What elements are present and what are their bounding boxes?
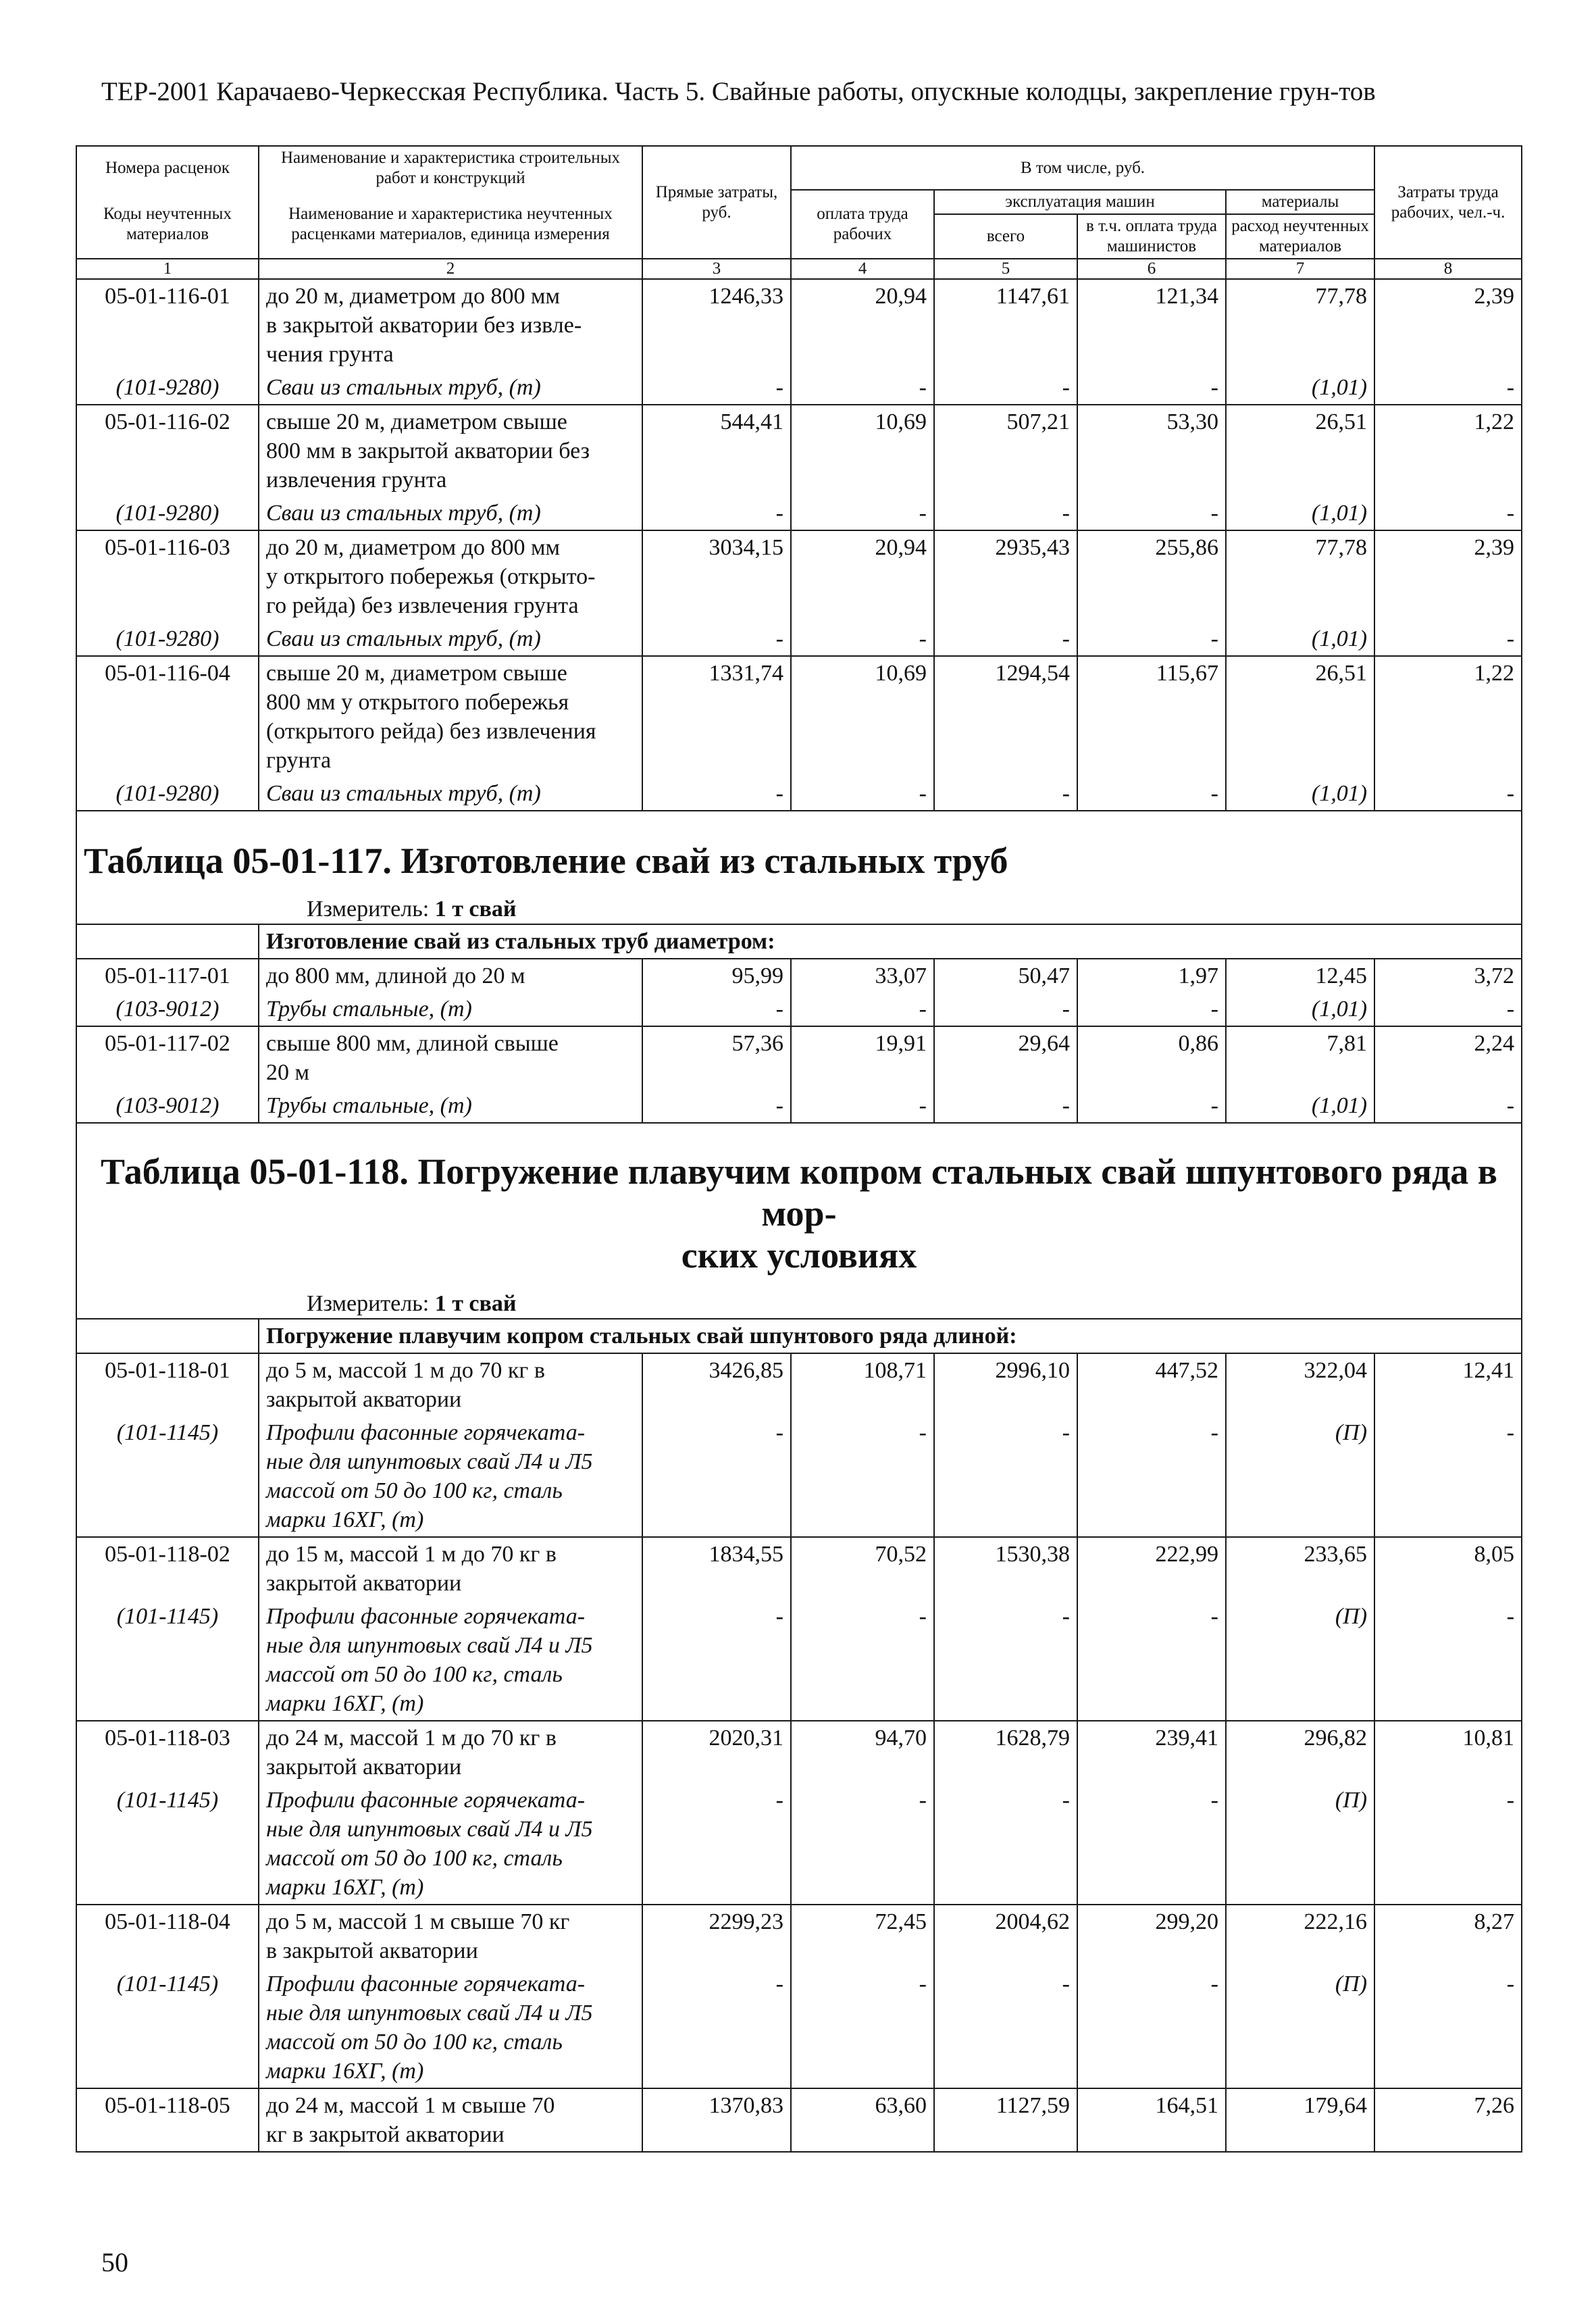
col-header-including: В том числе, руб.: [791, 146, 1374, 190]
material-value: -: [934, 1089, 1077, 1123]
rate-value: 2935,43: [934, 530, 1077, 622]
rate-value: 95,99: [642, 959, 791, 992]
rate-value: 12,45: [1226, 959, 1374, 992]
material-value: (1,01): [1226, 992, 1374, 1026]
material-value: -: [1077, 1416, 1226, 1537]
rate-value: 1,97: [1077, 959, 1226, 992]
material-value: -: [934, 497, 1077, 530]
text-line: ные для шпунтовых свай Л4 и Л5: [266, 1449, 593, 1474]
col-number: 6: [1077, 259, 1226, 279]
material-value: -: [1374, 497, 1522, 530]
material-value: -: [791, 1089, 934, 1123]
rate-value: 2996,10: [934, 1353, 1077, 1416]
table-title: [84, 1124, 1514, 1276]
rate-value: 12,41: [1374, 1353, 1522, 1416]
rate-value: 19,91: [791, 1026, 934, 1089]
text-line: марки 16ХГ, (т): [266, 1691, 424, 1716]
material-code: (103-9012): [76, 992, 259, 1026]
rate-description: [259, 1537, 642, 1600]
rate-value: 447,52: [1077, 1353, 1226, 1416]
table-header-117-cell: [76, 811, 1522, 924]
rate-value: 20,94: [791, 279, 934, 371]
rate-row: [76, 656, 1522, 777]
text-line: массой от 50 до 100 кг, сталь: [266, 1478, 563, 1503]
material-value: -: [934, 777, 1077, 811]
material-description: [259, 1600, 642, 1721]
text-line: до 24 м, массой 1 м свыше 70: [266, 2093, 555, 2118]
group-spacer: [76, 1319, 259, 1353]
col-number: 3: [642, 259, 791, 279]
rate-code: 05-01-116-03: [76, 530, 259, 622]
material-value: (1,01): [1226, 497, 1374, 530]
rate-value: 3034,15: [642, 530, 791, 622]
material-value: (П): [1226, 1416, 1374, 1537]
col-header-machinists-pay: в т.ч. оплата труда машинистов: [1077, 214, 1226, 259]
rate-description: [259, 1721, 642, 1784]
rate-value: 121,34: [1077, 279, 1226, 371]
rate-value: 3,72: [1374, 959, 1522, 992]
material-value: -: [1077, 622, 1226, 656]
rate-value: 2,39: [1374, 530, 1522, 622]
rate-description: [259, 2088, 642, 2152]
rate-value: 1530,38: [934, 1537, 1077, 1600]
material-row: [76, 1967, 1522, 2088]
text-line: грунта: [266, 748, 332, 773]
text-line: ные для шпунтовых свай Л4 и Л5: [266, 2001, 593, 2026]
rate-value: 108,71: [791, 1353, 934, 1416]
rate-value: 1147,61: [934, 279, 1077, 371]
rate-row: [76, 1537, 1522, 1600]
text-line: закрытой акватории: [266, 1387, 462, 1412]
rate-value: 0,86: [1077, 1026, 1226, 1089]
rate-value: 239,41: [1077, 1721, 1226, 1784]
material-description: Сваи из стальных труб, (т): [259, 622, 642, 656]
material-description: [259, 1967, 642, 2088]
material-code: (103-9012): [76, 1089, 259, 1123]
rate-value: 233,65: [1226, 1537, 1374, 1600]
material-value: -: [1374, 1967, 1522, 2088]
table-header-118: [76, 1123, 1522, 1319]
material-value: -: [1077, 1784, 1226, 1905]
col-number: 8: [1374, 259, 1522, 279]
table-title-line: ских условиях: [681, 1235, 917, 1276]
rate-description: [259, 1026, 642, 1089]
measure-label: Измеритель:: [307, 897, 430, 922]
text-line: закрытой акватории: [266, 1755, 462, 1780]
text-line: марки 16ХГ, (т): [266, 2059, 424, 2084]
material-value: (1,01): [1226, 777, 1374, 811]
measure-line: [84, 882, 1514, 924]
material-value: -: [934, 622, 1077, 656]
rate-value: 8,27: [1374, 1905, 1522, 1967]
rate-description: [259, 1353, 642, 1416]
rate-value: 53,30: [1077, 405, 1226, 497]
rate-row: [76, 279, 1522, 371]
rate-code: 05-01-118-05: [76, 2088, 259, 2152]
table-header-118-cell: [76, 1123, 1522, 1319]
rate-description: [259, 405, 642, 497]
material-value: -: [934, 1967, 1077, 2088]
material-value: -: [791, 1967, 934, 2088]
material-row: [76, 1089, 1522, 1123]
material-value: -: [1374, 371, 1522, 405]
rate-value: 57,36: [642, 1026, 791, 1089]
measure-value: 1 т свай: [434, 1291, 517, 1316]
material-row: [76, 1416, 1522, 1537]
text-line: свыше 20 м, диаметром свыше: [266, 661, 567, 686]
rate-value: 94,70: [791, 1721, 934, 1784]
material-value: -: [642, 777, 791, 811]
col-header-labor-costs: Затраты труда рабочих, чел.-ч.: [1374, 146, 1522, 259]
material-code: (101-9280): [76, 777, 259, 811]
rate-row: [76, 959, 1522, 992]
material-value: -: [934, 371, 1077, 405]
text-line: (открытого рейда) без извлечения: [266, 719, 596, 744]
material-description: Сваи из стальных труб, (т): [259, 777, 642, 811]
table-title-line: Таблица 05-01-118. Погружение плавучим копром стальных свай шпунтового ряда в мор-: [101, 1151, 1497, 1234]
material-code: (101-9280): [76, 622, 259, 656]
material-value: -: [1077, 371, 1226, 405]
rate-value: 8,05: [1374, 1537, 1522, 1600]
rate-value: 1,22: [1374, 405, 1522, 497]
material-value: -: [934, 1600, 1077, 1721]
material-code: (101-9280): [76, 497, 259, 530]
rate-value: 50,47: [934, 959, 1077, 992]
rate-row: [76, 1026, 1522, 1089]
rate-description: [259, 959, 642, 992]
material-value: -: [791, 777, 934, 811]
material-row: [76, 777, 1522, 811]
rate-value: 2,39: [1374, 279, 1522, 371]
rate-value: 222,99: [1077, 1537, 1226, 1600]
col-number: 1: [76, 259, 259, 279]
rates-table: [76, 145, 1522, 2153]
col-header-material-codes: Коды неучтенных материалов: [76, 190, 259, 259]
material-value: -: [642, 1600, 791, 1721]
col-header-workers-pay: оплата труда рабочих: [791, 190, 934, 259]
rate-value: 507,21: [934, 405, 1077, 497]
text-line: массой от 50 до 100 кг, сталь: [266, 1662, 563, 1687]
text-line: ные для шпунтовых свай Л4 и Л5: [266, 1817, 593, 1842]
text-line: 800 мм в закрытой акватории без: [266, 438, 590, 463]
rate-value: 2,24: [1374, 1026, 1522, 1089]
col-number: 5: [934, 259, 1077, 279]
col-header-materials: материалы: [1226, 190, 1374, 214]
group-title: Погружение плавучим копром стальных свай шпунтового ряда длиной:: [259, 1319, 1522, 1353]
material-row: [76, 1784, 1522, 1905]
rate-code: 05-01-117-01: [76, 959, 259, 992]
material-value: -: [1374, 1089, 1522, 1123]
text-line: свыше 20 м, диаметром свыше: [266, 409, 567, 434]
rate-row: [76, 1353, 1522, 1416]
rate-value: 115,67: [1077, 656, 1226, 777]
text-line: у открытого побережья (открыто-: [266, 564, 596, 589]
rate-code: 05-01-116-04: [76, 656, 259, 777]
col-header-rate-numbers: Номера расценок: [76, 146, 259, 190]
material-value: -: [642, 497, 791, 530]
material-value: (П): [1226, 1600, 1374, 1721]
rate-value: 63,60: [791, 2088, 934, 2152]
col-number: 2: [259, 259, 642, 279]
rate-value: 1,22: [1374, 656, 1522, 777]
material-value: -: [642, 1416, 791, 1537]
material-value: -: [934, 992, 1077, 1026]
material-value: -: [1374, 1600, 1522, 1721]
material-value: -: [1374, 992, 1522, 1026]
material-value: (1,01): [1226, 1089, 1374, 1123]
material-value: (1,01): [1226, 622, 1374, 656]
rate-value: 322,04: [1226, 1353, 1374, 1416]
material-value: -: [1374, 777, 1522, 811]
page-number: 50: [101, 2247, 128, 2278]
rate-value: 33,07: [791, 959, 934, 992]
text-line: Профили фасонные горячеката-: [266, 1420, 586, 1445]
rate-code: 05-01-116-01: [76, 279, 259, 371]
text-line: в закрытой акватории: [266, 1938, 478, 1963]
rate-value: 77,78: [1226, 530, 1374, 622]
column-number-row: [76, 259, 1522, 279]
material-code: (101-9280): [76, 371, 259, 405]
material-value: -: [1077, 1089, 1226, 1123]
material-row: [76, 992, 1522, 1026]
text-line: Профили фасонные горячеката-: [266, 1788, 586, 1813]
material-row: [76, 1600, 1522, 1721]
rate-value: 222,16: [1226, 1905, 1374, 1967]
rate-value: 10,69: [791, 656, 934, 777]
material-value: (П): [1226, 1784, 1374, 1905]
material-code: (101-1145): [76, 1784, 259, 1905]
text-line: 800 мм у открытого побережья: [266, 690, 569, 715]
material-value: -: [1077, 1967, 1226, 2088]
material-value: -: [791, 622, 934, 656]
col-header-material-name: Наименование и характеристика неучтенных расценками материалов, единица измерения: [259, 190, 642, 259]
rate-value: 2020,31: [642, 1721, 791, 1784]
text-line: до 5 м, массой 1 м свыше 70 кг: [266, 1909, 570, 1934]
rate-value: 255,86: [1077, 530, 1226, 622]
material-value: -: [791, 1600, 934, 1721]
rate-value: 26,51: [1226, 405, 1374, 497]
measure-label: Измеритель:: [307, 1291, 430, 1316]
rate-value: 72,45: [791, 1905, 934, 1967]
rate-value: 296,82: [1226, 1721, 1374, 1784]
measure-line: [84, 1276, 1514, 1318]
rate-code: 05-01-117-02: [76, 1026, 259, 1089]
rate-row: [76, 530, 1522, 622]
rate-row: [76, 405, 1522, 497]
material-description: Трубы стальные, (т): [259, 1089, 642, 1123]
rate-value: 26,51: [1226, 656, 1374, 777]
rate-code: 05-01-118-03: [76, 1721, 259, 1784]
text-line: ные для шпунтовых свай Л4 и Л5: [266, 1633, 593, 1658]
material-value: -: [642, 1784, 791, 1905]
rate-description: [259, 530, 642, 622]
material-value: -: [1077, 777, 1226, 811]
group-spacer: [76, 924, 259, 959]
rate-value: 3426,85: [642, 1353, 791, 1416]
rate-value: 2299,23: [642, 1905, 791, 1967]
col-header-direct-costs: Прямые затраты, руб.: [642, 146, 791, 259]
text-line: до 24 м, массой 1 м до 70 кг в: [266, 1726, 557, 1751]
text-line: кг в закрытой акватории: [266, 2122, 505, 2147]
material-value: -: [1374, 622, 1522, 656]
table-title: Таблица 05-01-117. Изготовление свай из стальных труб: [84, 840, 1008, 881]
header-row-2: [76, 190, 1522, 214]
text-line: извлечения грунта: [266, 468, 447, 493]
material-row: [76, 497, 1522, 530]
rate-value: 1370,83: [642, 2088, 791, 2152]
rate-value: 1246,33: [642, 279, 791, 371]
material-value: -: [642, 622, 791, 656]
material-value: -: [791, 1416, 934, 1537]
text-line: массой от 50 до 100 кг, сталь: [266, 1846, 563, 1871]
material-description: Трубы стальные, (т): [259, 992, 642, 1026]
material-code: (101-1145): [76, 1967, 259, 2088]
text-line: чения грунта: [266, 342, 394, 367]
rate-code: 05-01-118-04: [76, 1905, 259, 1967]
material-description: Сваи из стальных труб, (т): [259, 371, 642, 405]
material-code: (101-1145): [76, 1416, 259, 1537]
material-value: -: [791, 497, 934, 530]
text-line: Профили фасонные горячеката-: [266, 1971, 586, 1996]
rate-row: [76, 1905, 1522, 1967]
material-value: (1,01): [1226, 371, 1374, 405]
header-row-1: [76, 146, 1522, 190]
material-description: [259, 1416, 642, 1537]
rate-description: [259, 279, 642, 371]
rate-code: 05-01-118-01: [76, 1353, 259, 1416]
material-value: (П): [1226, 1967, 1374, 2088]
material-code: (101-1145): [76, 1600, 259, 1721]
rate-value: 544,41: [642, 405, 791, 497]
text-line: свыше 800 мм, длиной свыше: [266, 1031, 559, 1056]
page-title: ТЕР-2001 Карачаево-Черкесская Республика. Часть 5. Свайные работы, опускные колодцы, закрепление грун-тов: [101, 77, 1376, 106]
group-title: Изготовление свай из стальных труб диаметром:: [259, 924, 1522, 959]
rate-value: 164,51: [1077, 2088, 1226, 2152]
material-row: [76, 622, 1522, 656]
text-line: марки 16ХГ, (т): [266, 1507, 424, 1532]
text-line: до 800 мм, длиной до 20 м: [266, 963, 525, 988]
text-line: закрытой акватории: [266, 1571, 462, 1596]
table-header-117: [76, 811, 1522, 924]
text-line: до 20 м, диаметром до 800 мм: [266, 284, 560, 309]
rate-row: [76, 1721, 1522, 1784]
text-line: марки 16ХГ, (т): [266, 1875, 424, 1900]
rate-value: 7,81: [1226, 1026, 1374, 1089]
text-line: в закрытой акватории без извле-: [266, 313, 582, 338]
material-description: [259, 1784, 642, 1905]
text-line: го рейда) без извлечения грунта: [266, 593, 579, 618]
rate-description: [259, 1905, 642, 1967]
text-line: до 20 м, диаметром до 800 мм: [266, 535, 560, 560]
rate-value: 1834,55: [642, 1537, 791, 1600]
material-value: -: [1374, 1416, 1522, 1537]
rate-value: 10,69: [791, 405, 934, 497]
text-line: массой от 50 до 100 кг, сталь: [266, 2030, 563, 2055]
col-header-machines: эксплуатация машин: [934, 190, 1226, 214]
material-value: -: [1077, 992, 1226, 1026]
rate-value: 20,94: [791, 530, 934, 622]
rate-value: 70,52: [791, 1537, 934, 1600]
material-value: -: [934, 1784, 1077, 1905]
material-value: -: [934, 1416, 1077, 1537]
rate-code: 05-01-116-02: [76, 405, 259, 497]
material-value: -: [791, 1784, 934, 1905]
rate-description: [259, 656, 642, 777]
group-row: [76, 1319, 1522, 1353]
text-line: до 15 м, массой 1 м до 70 кг в: [266, 1542, 557, 1567]
rate-value: 2004,62: [934, 1905, 1077, 1967]
measure-value: 1 т свай: [434, 897, 517, 922]
col-header-material-usage: расход неучтенных материалов: [1226, 214, 1374, 259]
rate-row: [76, 2088, 1522, 2152]
col-header-work-name: Наименование и характеристика строительных работ и конструкций: [259, 146, 642, 190]
col-number: 4: [791, 259, 934, 279]
material-value: -: [1374, 1784, 1522, 1905]
rate-value: 1127,59: [934, 2088, 1077, 2152]
material-value: -: [1077, 497, 1226, 530]
material-value: -: [642, 1967, 791, 2088]
rate-code: 05-01-118-02: [76, 1537, 259, 1600]
col-header-machines-total: всего: [934, 214, 1077, 259]
rate-value: 299,20: [1077, 1905, 1226, 1967]
material-value: -: [642, 1089, 791, 1123]
rate-value: 1294,54: [934, 656, 1077, 777]
rate-value: 29,64: [934, 1026, 1077, 1089]
rate-value: 179,64: [1226, 2088, 1374, 2152]
rate-value: 1331,74: [642, 656, 791, 777]
material-value: -: [791, 992, 934, 1026]
material-value: -: [1077, 1600, 1226, 1721]
text-line: до 5 м, массой 1 м до 70 кг в: [266, 1358, 545, 1383]
material-value: -: [642, 992, 791, 1026]
material-description: Сваи из стальных труб, (т): [259, 497, 642, 530]
material-value: -: [791, 371, 934, 405]
rate-value: 1628,79: [934, 1721, 1077, 1784]
rate-value: 77,78: [1226, 279, 1374, 371]
rate-value: 10,81: [1374, 1721, 1522, 1784]
text-line: Профили фасонные горячеката-: [266, 1604, 586, 1629]
material-row: [76, 371, 1522, 405]
material-value: -: [642, 371, 791, 405]
rate-value: 7,26: [1374, 2088, 1522, 2152]
text-line: 20 м: [266, 1060, 310, 1085]
col-number: 7: [1226, 259, 1374, 279]
group-row: [76, 924, 1522, 959]
